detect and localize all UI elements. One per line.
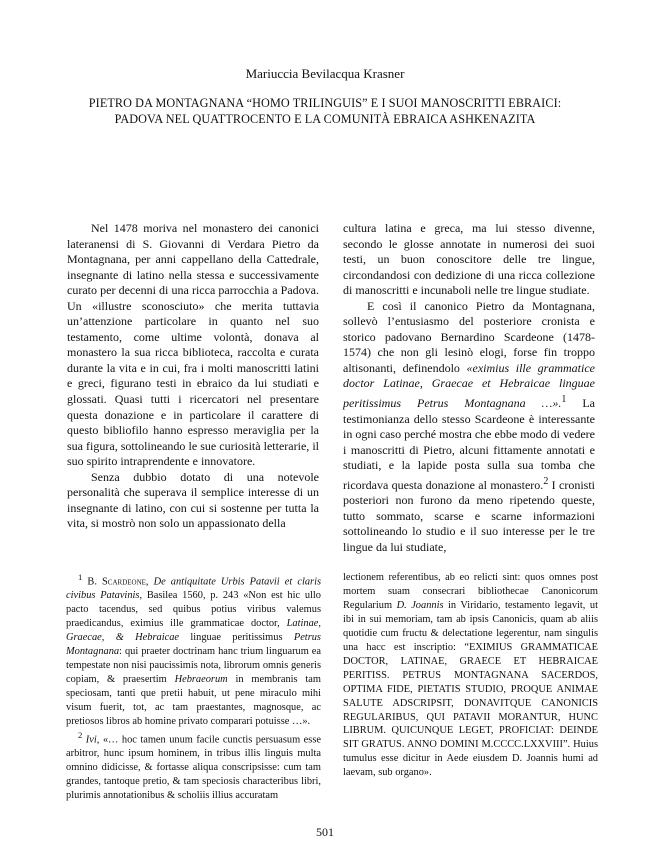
- author-name: Mariuccia Bevilacqua Krasner: [245, 66, 405, 81]
- footnote-1-name: Petrus Montagnana: [66, 632, 321, 658]
- continued-text: D. Joannis: [396, 599, 444, 611]
- footnote-1-text-b: linguae peritissimus: [179, 632, 294, 644]
- title-line-1: PIETRO DA MONTAGNANA “HOMO TRILINGUIS” E I SUOI MANOSCRITTI EBRAICI:: [88, 96, 562, 110]
- footnote-ref-1[interactable]: 1: [561, 394, 567, 406]
- continued-text: lectionem referentibus, ab eo relicti sint: quos omnes post mortem suam consecrari bibliothecae Canonicorum Regularium: [343, 572, 598, 611]
- body-column-right: [343, 221, 595, 555]
- footnotes-column-right: [343, 571, 598, 780]
- body-paragraph-1: Nel 1478 moriva nel monastero dei canonici lateranensi di S. Giovanni di Verdara Pietro da Montagnana, per anni cappellano della Cattedrale, insegnante di latino nella stessa e successivamente curato per decenni di una ricca parrocchia a Padova. Un «illustre sconosciuto» che merita tuttavia un’attenzione particolare in quanto nel suo testamento, come ultime volontà, donava al monastero la sua ricca biblioteca, raccolta e curata durante la vita e in cui, fra i molti manoscritti latini e greci, figurano testi in ebraico da lui studiati e glossati. Quasi tutti i ricercatori nel presentare questa donazione e in particolare il carattere di questo bibliofilo hanno espresso meraviglia per la sua figura, sottolineando le sue curiosità letterarie, il suo spirito intraprendente e innovatore.: [67, 221, 319, 469]
- p3-text-c: I cronisti posteriori non furono da meno ripetendo queste, tutto sommato, scarse e scarne informazioni sottolineando lo studio e il suo interesse per le tre lingue da lui studiate,: [343, 477, 595, 554]
- p3-text-b: La testimonianza dello stesso Scardeone è interessante in ogni caso perché mostra che ebbe modo di vedere i manoscritti di Pietro, alcuni fittamente annotati e studiati, e la lapide posta sulla sua tomba che ricordava questa donazione al monastero.: [343, 396, 595, 492]
- article-title: [40, 95, 610, 127]
- p3-text-a: E così il canonico Pietro da Montagnana, sollevò l’entusiasmo del posteriore cronista e storico padovano Bernardino Scardeone (1478-1574) che non gli lesinò elogi, forse fin troppo altisonanti, definendolo: [343, 298, 595, 375]
- footnote-1-text-a: , Basilea 1560, p. 243 «Non est hic ullo pacto tacendus, sed quibus potius viribus valemus praedicandus, eximius ille grammaticae doctor,: [66, 590, 321, 630]
- footnotes-column-left: [66, 571, 321, 803]
- continued-text: in Viridario, testamento legavit, ut ibi in sui memoriam, tam ab ipsis Canonicis, quam ab aliis quotidie cum fructu & delectatione legerentur, nam singulis una hacc est inscriptio: “EXIMIUS GRAMMATICAE DOCTOR, LATINAE, GRAECE ET HEBRAICAE PERITISS. PETRUS MONTAGNANA SACERDOS, OPTIMA FIDE, PIETATIS STUDIO, PROQUE ANIMAE SALUTE ADSCRIPSIT, DONAVITQUE CANONICIS REGULARIBUS, QUI PATAVII MORANTUR, HUNC LIBRUM. QUICUNQUE LEGET, PROFICIAT: DEINDE SIT GRATUS. ANNO DOMINI M.CCCC.LXXVIII”. Huius tumulus esse dicitur in Aede eiusdem D. Joannis humi ad laevam, sub organo».: [343, 599, 598, 779]
- page-number: 501: [316, 825, 334, 839]
- footnote-2-text-a: , «… hoc tamen unum facile cunctis persuasum esse arbitror, hunc ipsum hominem, in tribus illis linguis multa omnino didicisse, & fortasse aliqua conscripsisse: cum tam grandes, tantoque pretio, & tam speciosis characteribus libri, plurimis annotationibus & scholiis illius accuratam: [66, 734, 321, 802]
- title-line-2: PADOVA NEL QUATTROCENTO E LA COMUNITÀ EBRAICA ASHKENAZITA: [114, 112, 536, 126]
- footnote-2-ivi: Ivi: [85, 734, 97, 746]
- footnote-ref-2[interactable]: 2: [543, 475, 549, 487]
- footnote-1-hebr: Hebraeorum: [174, 674, 228, 686]
- p3-quote: «eximius ille grammatice doctor Latinae, Graecae et Hebraicae linguae peritissimus Petrus Montagnana …».: [343, 360, 595, 411]
- footnote-1-work: De antiquitate Urbis Patavii et claris civibus Patavinis: [66, 576, 321, 602]
- footnote-2: [66, 729, 321, 803]
- footnote-1-text-c: : qui praeter doctrinam hanc trium linguarum ea tempestate non nisi paucissimis nota, librorum omnis generis copiam, & praesertim: [66, 646, 321, 686]
- footnote-1-langs: Latinae, Graecae, & Hebraicae: [66, 618, 321, 644]
- footnote-2-number: 2: [78, 729, 83, 740]
- footnote-1-number: 1: [78, 572, 83, 582]
- body-column-left: [67, 221, 319, 532]
- footnote-1-text-d: in membranis tam speciosam, tanti que pretii habuit, ut pene miraculo mihi visum fuerit, tot, ac tam praestantes, magnosque, ac pretiosos libros ab homine privato comparari potuisse …».: [66, 674, 321, 727]
- body-paragraph-2-continued: cultura latina e greca, ma lui stesso divenne, secondo le glosse annotate in numerosi dei suoi testi, un buon conoscitore delle tre lingue, circondandosi con dedizione di una ricca collezione di manoscritti e incunaboli nelle tre lingue studiate.: [343, 221, 595, 298]
- footnote-1: $^1$ B. Scardeone, De antiquitate Urbis Patavii et claris civibus Patavinis, Basilea 1560, p. 243 «Non est hic ullo pacto tacendus, sed quibus potius viribus valemus praedicandus, eximius ille grammaticae doctor, Latinae, Graecae, & Hebraicae linguae peritissimus Petrus Montagnana: qui praeter doctrinam hanc trium linguarum ea tempestate non nisi paucissimis nota, librorum omnis generis copiam, & praesertim Hebraeorum in membranis tam speciosam, tanti que pretii habuit, ut pene miraculo mihi visum fuerit, tot, ac tam praestantes, magnosque, ac pretiosos libros ab homine privato comparari potuisse …».: [66, 572, 321, 727]
- body-paragraph-3: [343, 299, 595, 556]
- footnote-1-author: B. Scardeone: [87, 576, 146, 588]
- footnote-2-continued: [343, 571, 598, 780]
- body-paragraph-2: Senza dubbio dotato di una notevole personalità che superava il semplice interesse di un insegnante di latino, con cui si sostenne per tutta la vita, si mostrò non solo un appassionato della: [67, 469, 319, 531]
